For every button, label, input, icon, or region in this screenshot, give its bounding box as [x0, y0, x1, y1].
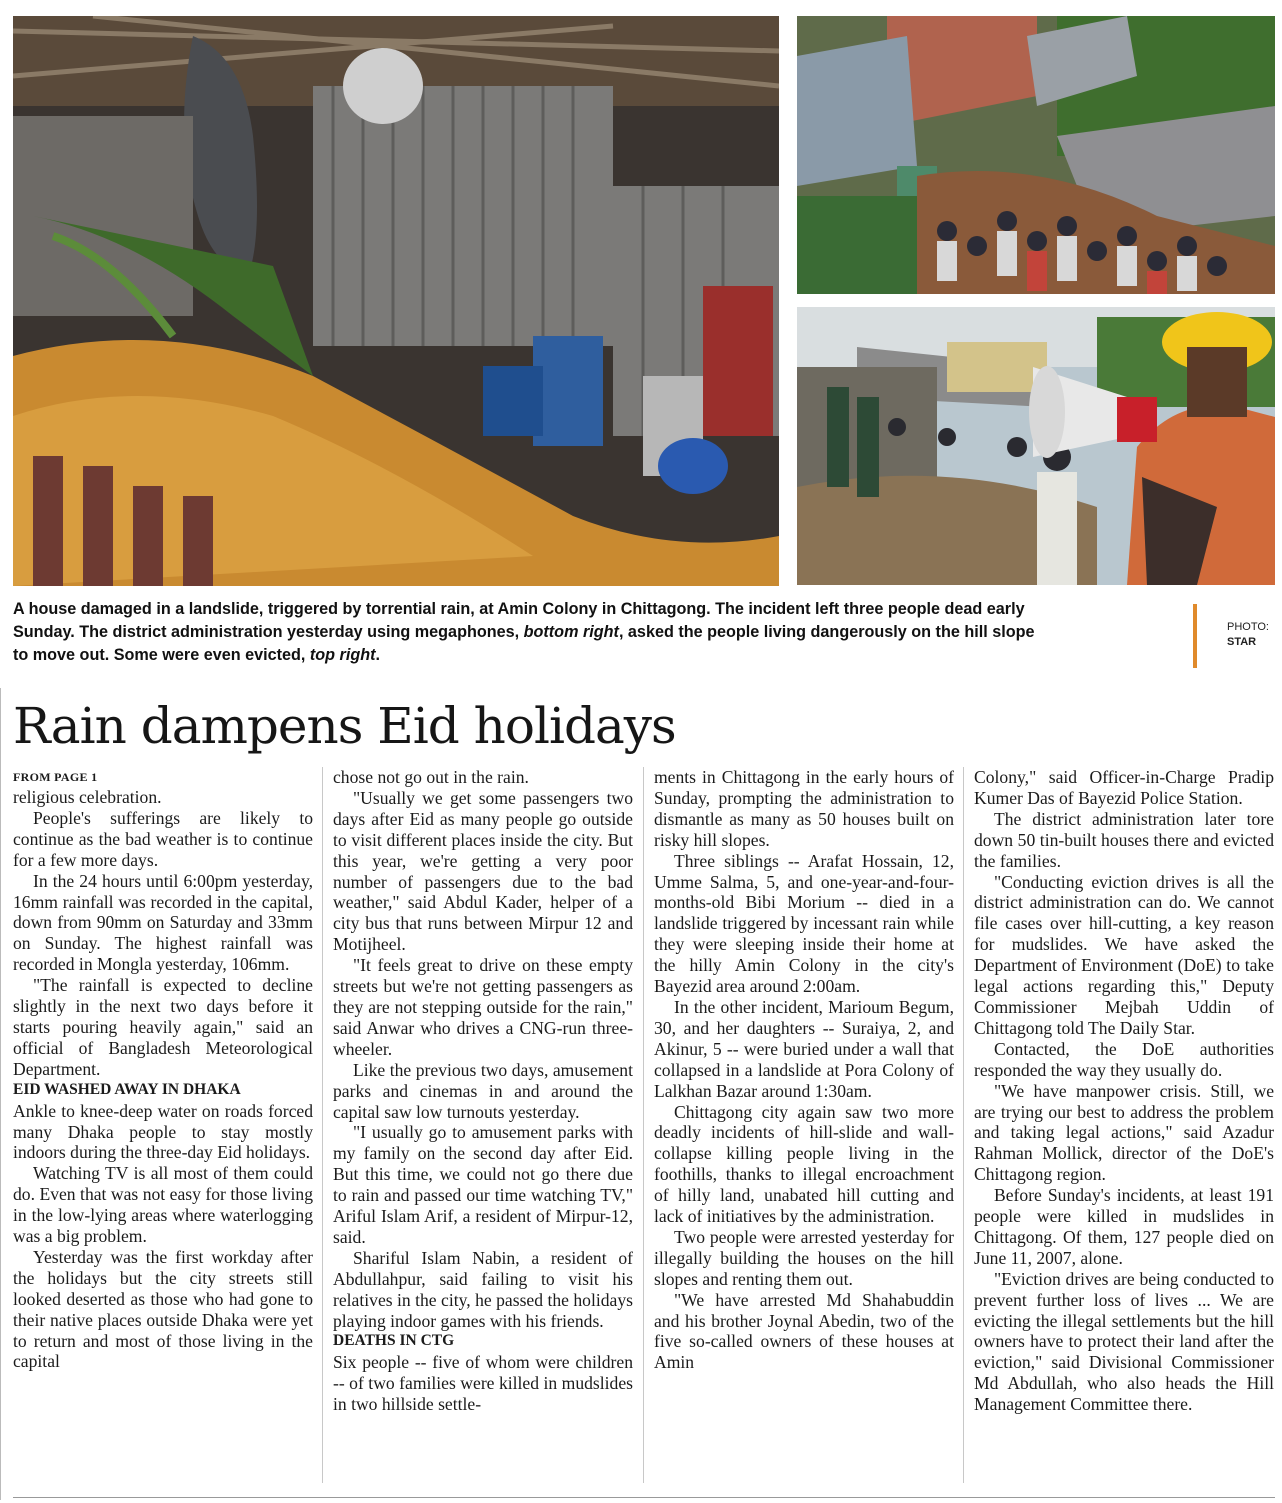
caption-emphasis-1: bottom right	[523, 623, 619, 641]
article-paragraph: "The rainfall is expected to decline slightly in the next two days before it starts pouring heavily again," said an official of Bangladesh Meteorological Department.	[13, 975, 313, 1079]
article-column-2	[333, 767, 633, 1487]
caption-emphasis-2: top right	[309, 646, 376, 664]
article-paragraph: Six people -- five of whom were children -- of two families were killed in mudslides in two hillside settle-	[333, 1352, 633, 1415]
article-paragraph: Shariful Islam Nabin, a resident of Abdullahpur, said failing to visit his relatives in the city, he passed the holidays playing indoor games with his friends.	[333, 1247, 633, 1331]
article-paragraph: People's sufferings are likely to continue as the bad weather is to continue for a few more days.	[13, 807, 313, 870]
article-paragraph: The district administration later tore down 50 tin-built houses there and evicted the families.	[974, 808, 1274, 871]
article-paragraph: "We have arrested Md Shahabuddin and his brother Joynal Abedin, two of the five so-called owners of these houses at Amin	[654, 1289, 954, 1373]
article-paragraph: "Usually we get some passengers two days after Eid as many people go outside to visit different places inside the city. But this year, we're getting a very poor number of passengers due to the bad weather," said Abdul Kader, helper of a city bus that runs between Mirpur 12 and Motijheel.	[333, 787, 633, 955]
article-paragraph: ments in Chittagong in the early hours of Sunday, prompting the administration to dismantle as many as 50 houses built on risky hill slopes.	[654, 767, 954, 850]
article-column-1	[13, 767, 313, 1487]
article-paragraph: "It feels great to drive on these empty streets but we're not getting passengers as they are not stepping outside for the rain," said Anwar who drives a CNG-run three-wheeler.	[333, 955, 633, 1059]
article-paragraph: Three siblings -- Arafat Hossain, 12, Umme Salma, 5, and one-year-and-four-months-old Bibi Morium -- died in a landslide triggered by incessant rain while they were sleeping inside their home at the hilly Amin Colony in the city's Bayezid area around 2:00am.	[654, 850, 954, 997]
photo-eviction-crowd	[797, 16, 1275, 294]
article-paragraph: Ankle to knee-deep water on roads forced many Dhaka people to stay mostly indoors during the three-day Eid holidays.	[13, 1100, 313, 1163]
photo-credit-source: STAR	[1227, 636, 1257, 648]
article-paragraph: "I usually go to amusement parks with my family on the second day after Eid. But this time, we could not go there due to rain and passed our time watching TV," Ariful Islam Arif, a resident of Mirpur-12, said.	[333, 1122, 633, 1247]
article-paragraph: chose not go out in the rain.	[333, 767, 529, 787]
caption-text-3: .	[375, 646, 381, 664]
article-paragraph: Before Sunday's incidents, at least 191 people were killed in mudslides in Chittagong. Of them, 127 people died on June 11, 2007, alone.	[974, 1185, 1274, 1268]
article-paragraph: religious celebration.	[13, 787, 162, 807]
article-paragraph: In the other incident, Marioum Begum, 30, and her daughters -- Suraiya, 2, and Akinur, 5 -- were buried under a wall that collapsed in a landslide at Pora Colony of Lalkhan Bazar around 1:30am.	[654, 996, 954, 1101]
photo-credit	[1227, 620, 1269, 650]
bottom-rule	[13, 1497, 1275, 1498]
column-divider	[963, 767, 964, 1483]
from-page-kicker: FROM PAGE 1	[13, 770, 98, 784]
article-paragraph: Colony," said Officer-in-Charge Pradip Kumer Das of Bayezid Police Station.	[974, 767, 1274, 808]
photo-landslide-house	[13, 16, 779, 586]
article-paragraph: "Conducting eviction drives is all the district administration can do. We cannot file cases over hill-cutting, a key reason for mudslides. We have asked the Department of Environment (DoE) to take legal actions regarding this," Deputy Commissioner Mejbah Uddin of Chittagong told The Daily Star.	[974, 871, 1274, 1038]
article-column-3	[654, 767, 954, 1487]
article-paragraph: "We have manpower crisis. Still, we are trying our best to address the problem and taking legal actions," said Azadur Rahman Mollick, director of the DoE's Chittagong region.	[974, 1080, 1274, 1185]
article-paragraph: Yesterday was the first workday after the holidays but the city streets still looked deserted as those who had gone to their native places outside Dhaka were yet to return and most of those living in the capital	[13, 1246, 313, 1372]
photo-caption	[13, 598, 1043, 667]
article-paragraph: Chittagong city again saw two more deadly incidents of hill-slide and wall-collapse killing people living in the foothills, thanks to illegal encroachment of hilly land, unabated hill cutting and lack of initiatives by the administration.	[654, 1101, 954, 1227]
photo-credit-label: PHOTO:	[1227, 621, 1269, 633]
article-paragraph: Contacted, the DoE authorities responded the way they usually do.	[974, 1038, 1274, 1080]
caption-text-1: A house damaged in a landslide, triggered by torrential rain, at Amin Colony in Chittagong. The incident left three people dead early Sunday. The district administration yesterday using megaphones,	[13, 600, 1025, 641]
column-divider	[643, 767, 644, 1483]
article-paragraph: Watching TV is all most of them could do. Even that was not easy for those living in the low-lying areas where waterlogging was a big problem.	[13, 1163, 313, 1247]
photo-megaphone-official	[797, 307, 1275, 585]
left-column-rule	[0, 688, 1, 1500]
article-paragraph: "Eviction drives are being conducted to prevent further loss of lives ... We are evicting the illegal settlements but the hill owners have to protect their land after the eviction," said Divisional Commissioner Md Abdullah, who also heads the Hill Management Committee there.	[974, 1268, 1274, 1415]
headline: Rain dampens Eid holidays	[13, 697, 676, 755]
article-paragraph: In the 24 hours until 6:00pm yesterday, 16mm rainfall was recorded in the capital, down from 90mm on Saturday and 33mm on Sunday. The highest rainfall was recorded in Mongla yesterday, 106mm.	[13, 870, 313, 975]
article-paragraph: Like the previous two days, amusement parks and cinemas in and around the capital saw low turnouts yesterday.	[333, 1059, 633, 1122]
section-subhead: DEATHS IN CTG	[333, 1332, 455, 1350]
article-column-4	[974, 767, 1274, 1487]
credit-accent-bar	[1193, 604, 1197, 668]
caption-text-2: , asked the people living dangerously on the hill slope to move out. Some were even evicted,	[13, 623, 1035, 664]
article-paragraph: Two people were arrested yesterday for illegally building the houses on the hill slopes and renting them out.	[654, 1226, 954, 1289]
section-subhead: EID WASHED AWAY IN DHAKA	[13, 1080, 241, 1098]
column-divider	[322, 767, 323, 1483]
